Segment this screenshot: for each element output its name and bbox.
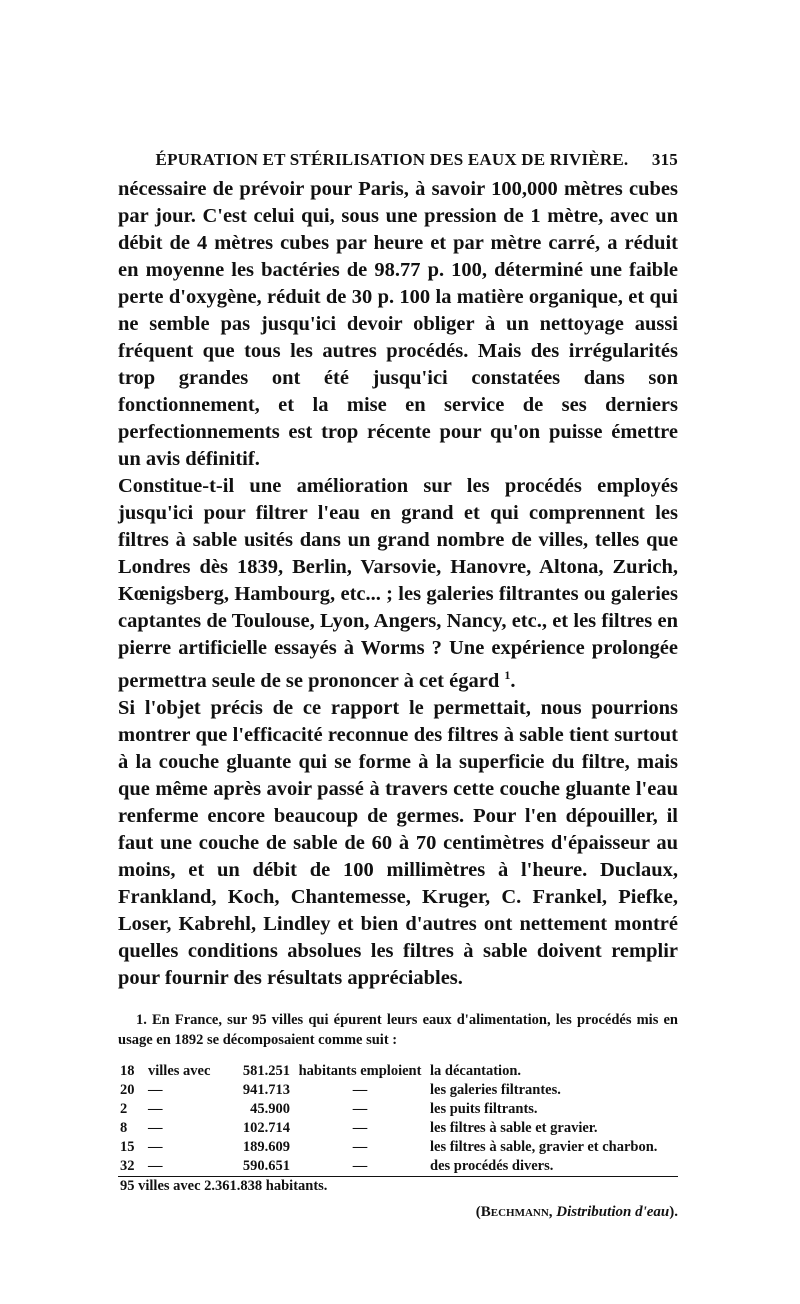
table-row xyxy=(118,1119,678,1138)
footnote-table xyxy=(118,1062,678,1196)
table-cell-method: les filtres à sable, gravier et charbon. xyxy=(430,1138,658,1155)
body-text xyxy=(118,176,678,992)
table-cell-count: 2 xyxy=(120,1100,128,1117)
table-cell-habitants: 590.651 xyxy=(242,1157,290,1174)
table-cell-count: 15 xyxy=(120,1138,135,1155)
table-cell-link: — xyxy=(148,1100,163,1117)
table-cell-verb: — xyxy=(352,1138,368,1155)
table-row xyxy=(118,1157,678,1177)
table-cell-verb: — xyxy=(352,1119,368,1136)
paragraph-2: Constitue-t-il une amélioration sur les procédés employés jusqu'ici pour filtrer l'eau en grand et qui comprennent les filtres à sable usités dans un grand nombre de villes, telles que Londres dès 1839, Berlin, Varsovie, Hanovre, Altona, Zurich, Kœnigsberg, Hambourg, etc... ; les galeries filtrantes ou galeries captantes de Toulouse, Lyon, Angers, Nancy, etc., et les filtres en pierre artificielle essayés à Worms ? Une expérience prolongée permettra seule de se prononcer à cet égard $^1$. xyxy=(118,475,678,692)
paragraph-2-text: Constitue-t-il une amélioration sur les procédés employés jusqu'ici pour filtrer l'eau en grand et qui comprennent les filtres à sable usités dans un grand nombre de villes, telles que Londres dès 1839, Berlin, Varsovie, Hanovre, Altona, Zurich, Kœnigsberg, Hambourg, etc... ; les galeries filtrantes ou galeries captantes de Toulouse, Lyon, Angers, Nancy, etc., et les filtres en pierre artificielle essayés à Worms ? Une expérience prolongée permettra seule de se prononcer à cet égard xyxy=(118,475,678,692)
table-cell-link: — xyxy=(148,1119,163,1136)
table-cell-habitants: 581.251 xyxy=(242,1062,290,1079)
table-cell-link: villes avec xyxy=(148,1062,211,1079)
table-cell-method: les galeries filtrantes. xyxy=(430,1081,561,1098)
source-citation: (Bechmann, Distribution d'eau). xyxy=(475,1203,678,1220)
table-cell-link: — xyxy=(148,1138,163,1155)
table-row xyxy=(118,1081,678,1100)
total-row xyxy=(118,1176,678,1196)
table-row xyxy=(118,1138,678,1157)
table-cell-link: — xyxy=(148,1157,163,1174)
table-cell-count: 32 xyxy=(120,1157,135,1174)
table-cell-habitants: 941.713 xyxy=(242,1081,290,1098)
table-cell-method: la décantation. xyxy=(430,1062,522,1079)
table-cell-method: les filtres à sable et gravier. xyxy=(430,1119,598,1136)
source-author: Bechmann xyxy=(480,1203,549,1220)
table-cell-verb: — xyxy=(352,1100,368,1117)
table-cell-verb: — xyxy=(352,1157,368,1174)
table-row xyxy=(118,1100,678,1119)
source-title: Distribution d'eau xyxy=(556,1203,670,1220)
footnote xyxy=(118,1010,678,1050)
table-cell-habitants: 102.714 xyxy=(242,1119,290,1136)
table-cell-verb: habitants emploient xyxy=(298,1062,422,1079)
footnote-marker: 1 xyxy=(504,668,511,682)
paragraph-3: Si l'objet précis de ce rapport le permettait, nous pourrions montrer que l'efficacité reconnue des filtres à sable tient surtout à la couche gluante qui se forme à la superficie du filtre, mais que même après avoir passé à travers cette couche gluante l'eau renferme encore beaucoup de germes. Pour l'en dépouiller, il faut une couche de sable de 60 à 70 centimètres d'épaisseur au moins, et un débit de 100 millimètres à l'heure. Duclaux, Frankland, Koch, Chantemesse, Kruger, C. Frankel, Piefke, Loser, Kabrehl, Lindley et bien d'autres ont nettement montré quelles conditions absolues les filtres à sable doivent remplir pour fournir des résultats appréciables. xyxy=(118,696,678,989)
page xyxy=(118,150,678,1221)
table-cell-habitants: 189.609 xyxy=(242,1138,290,1155)
running-header xyxy=(118,150,678,170)
table-cell-habitants: 45.900 xyxy=(250,1100,290,1117)
running-title: ÉPURATION ET STÉRILISATION DES EAUX DE RIVIÈRE. xyxy=(155,150,629,169)
table-cell-count: 8 xyxy=(120,1119,128,1136)
table-cell-count: 18 xyxy=(120,1062,135,1079)
footnote-intro: 1. En France, sur 95 villes qui épurent leurs eaux d'alimentation, les procédés mis en usage en 1892 se décomposaient comme suit : xyxy=(118,1011,678,1048)
table-cell-count: 20 xyxy=(120,1081,135,1098)
table-cell-method: les puits filtrants. xyxy=(430,1100,538,1117)
table-row xyxy=(118,1062,678,1081)
total-text: 95 villes avec 2.361.838 habitants. xyxy=(118,1176,678,1196)
table-cell-verb: — xyxy=(352,1081,368,1098)
page-number: 315 xyxy=(651,150,678,169)
paragraph-1: nécessaire de prévoir pour Paris, à savoir 100,000 mètres cubes par jour. C'est celui qui, sous une pression de 1 mètre, avec un débit de 4 mètres cubes par heure et par mètre carré, a réduit en moyenne les bactéries de 98.77 p. 100, déterminé une faible perte d'oxygène, réduit de 30 p. 100 la matière organique, et qui ne semble pas jusqu'ici devoir obliger à un nettoyage aussi fréquent que tous les autres procédés. Mais des irrégularités trop grandes ont été jusqu'ici constatées dans son fonctionnement, et la mise en service de ses derniers perfectionnements est trop récente pour qu'on puisse émettre un avis définitif. xyxy=(118,178,678,470)
table-cell-link: — xyxy=(148,1081,163,1098)
table-cell-method: des procédés divers. xyxy=(430,1157,554,1174)
